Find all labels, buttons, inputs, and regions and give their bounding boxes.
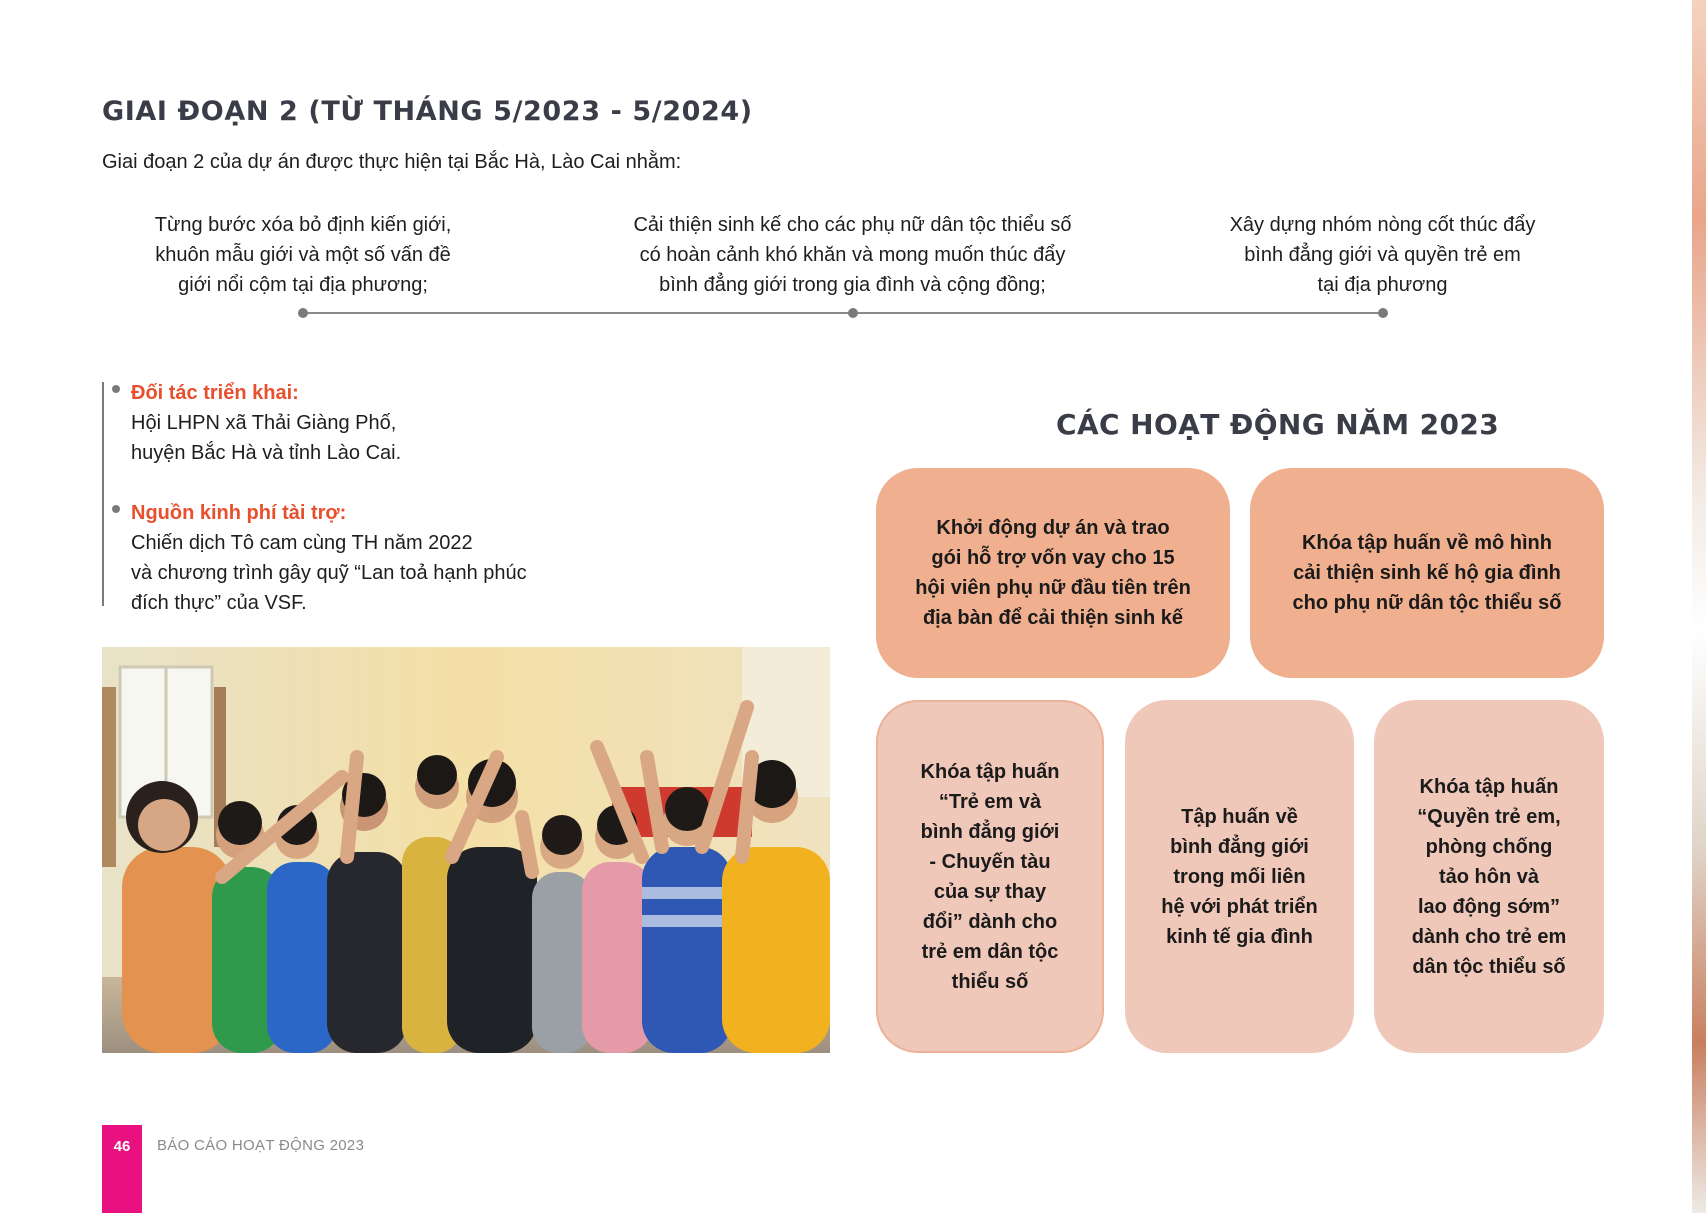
activity-text [1161,802,1317,952]
goal-line: bình đẳng giới và quyền trẻ em [1244,244,1521,266]
goal-line: Từng bước xóa bỏ định kiến giới, [154,214,452,236]
goal-2 [615,210,1090,300]
activity-line: cải thiện sinh kế hộ gia đình [1293,562,1561,584]
funding-line: và chương trình gây quỹ “Lan toả hạnh phúc [131,562,527,584]
activity-line: bình đẳng giới [1170,835,1309,858]
activities-title: CÁC HOẠT ĐỘNG NĂM 2023 [1056,408,1500,441]
activity-line: thiểu số [951,970,1029,993]
goal-line: giới nổi cộm tại địa phương; [178,274,428,296]
activity-line: kinh tế gia đình [1166,925,1313,948]
activity-line: cho phụ nữ dân tộc thiểu số [1292,592,1562,614]
funding-line: đích thực” của VSF. [131,592,307,614]
partner-label: Đối tác triển khai: [131,382,299,404]
activity-line: trong mối liên [1173,865,1306,888]
page-number-tab [102,1125,142,1213]
activity-line: trẻ em dân tộc [921,940,1059,963]
timeline-dot [1378,308,1388,318]
activity-line: lao động sớm” [1417,895,1560,918]
funding-line: Chiến dịch Tô cam cùng TH năm 2022 [131,532,473,554]
footer-report-title: BÁO CÁO HOẠT ĐỘNG 2023 [157,1137,365,1154]
activity-text [921,757,1060,997]
goal-line: Cải thiện sinh kế cho các phụ nữ dân tộc thiểu số [633,214,1072,236]
bullet-dot [112,505,120,513]
activity-line: Khóa tập huấn về mô hình [1301,532,1552,554]
timeline-dot [298,308,308,318]
activity-line: “Quyền trẻ em, [1417,805,1561,828]
activity-line: đổi” dành cho [922,910,1058,933]
children-photo [102,647,830,1053]
activity-line: gói hỗ trợ vốn vay cho 15 [931,547,1175,569]
activity-text [915,513,1191,633]
section-title: GIAI ĐOẠN 2 (TỪ THÁNG 5/2023 - 5/2024) [102,96,753,127]
activity-card-livelihood-training [1250,468,1604,678]
funding-label: Nguồn kinh phí tài trợ: [131,502,347,524]
activity-line: hội viên phụ nữ đầu tiên trên [915,577,1191,599]
activity-line: Khởi động dự án và trao [936,517,1170,539]
info-funding [131,498,527,618]
bullet-dot [112,385,120,393]
goal-line: khuôn mẫu giới và một số vấn đề [155,244,451,266]
activity-line: dành cho trẻ em [1411,925,1567,948]
activity-line: của sự thay [933,880,1047,903]
info-partner [131,378,401,468]
activity-line: bình đẳng giới [920,820,1060,843]
goal-1 [130,210,476,300]
activity-card-launch [876,468,1230,678]
next-page-edge [1692,0,1706,1213]
activity-line: Khóa tập huấn [1419,775,1559,798]
info-side-rule [102,382,104,606]
activity-card-child-rights [1374,700,1604,1053]
activity-text [1293,528,1562,618]
goal-line: Xây dựng nhóm nòng cốt thúc đẩy [1229,214,1536,236]
activity-line: dân tộc thiểu số [1412,955,1566,978]
activity-text [1412,772,1566,982]
partner-line: Hội LHPN xã Thải Giàng Phố, [131,412,397,434]
activity-line: - Chuyến tàu [929,850,1051,873]
activity-line: “Trẻ em và [938,790,1042,813]
timeline-line [303,312,848,314]
timeline-dot [848,308,858,318]
activity-line: phòng chống [1425,835,1553,858]
page-number: 46 [113,1138,131,1155]
goal-line: tại địa phương [1317,274,1448,296]
activity-line: địa bàn để cải thiện sinh kế [922,607,1184,629]
activity-line: tảo hôn và [1438,865,1539,888]
intro-text: Giai đoạn 2 của dự án được thực hiện tại Bắc Hà, Lào Cai nhằm: [102,151,682,173]
activity-line: Khóa tập huấn [920,760,1060,783]
goal-line: có hoàn cảnh khó khăn và mong muốn thúc đẩy [639,244,1066,266]
activity-line: hệ với phát triển [1161,895,1318,918]
goal-3 [1205,210,1560,300]
timeline-line [858,312,1380,314]
partner-line: huyện Bắc Hà và tỉnh Lào Cai. [131,442,402,464]
photo-illustration [102,647,830,1053]
activity-line: Tập huấn về [1181,805,1298,828]
activity-card-gender-train [876,700,1104,1053]
goal-line: bình đẳng giới trong gia đình và cộng đồng; [659,274,1046,296]
activity-card-gender-economy [1125,700,1354,1053]
